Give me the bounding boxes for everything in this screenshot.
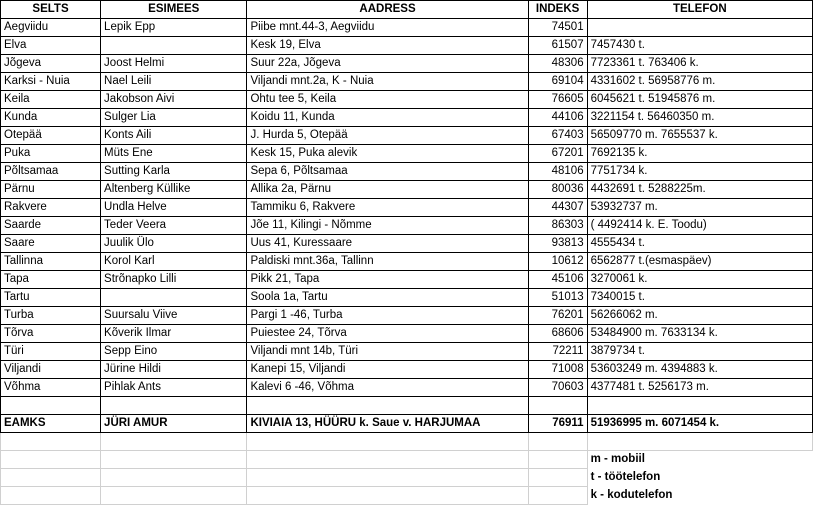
cell-telefon[interactable] <box>587 19 812 37</box>
cell-indeks[interactable]: 45106 <box>528 271 587 289</box>
legend-row <box>1 451 813 469</box>
header-aadress[interactable]: AADRESS <box>247 1 528 19</box>
table-row <box>1 235 813 253</box>
cell-indeks[interactable]: 48106 <box>528 163 587 181</box>
cell-aadress[interactable]: Piibe mnt.44-3, Aegviidu <box>247 19 528 37</box>
cell-telefon[interactable]: 53603249 m. 4394883 k. <box>587 361 812 379</box>
cell-esimees[interactable]: Suursalu Viive <box>101 307 247 325</box>
cell[interactable] <box>101 397 247 415</box>
cell-selts[interactable]: Türi <box>1 343 101 361</box>
cell-aadress[interactable]: Puiestee 24, Tõrva <box>247 325 528 343</box>
header-indeks[interactable]: INDEKS <box>528 1 587 19</box>
table-row <box>1 325 813 343</box>
cell-esimees[interactable]: Juulik Ülo <box>101 235 247 253</box>
cell-aadress[interactable]: Pikk 21, Tapa <box>247 271 528 289</box>
cell-indeks[interactable]: 10612 <box>528 253 587 271</box>
cell[interactable] <box>247 433 528 451</box>
cell-aadress[interactable]: Pargi 1 -46, Turba <box>247 307 528 325</box>
cell-selts[interactable]: Aegviidu <box>1 19 101 37</box>
cell-esimees[interactable]: Jürine Hildi <box>101 361 247 379</box>
cell-telefon[interactable]: 4377481 t. 5256173 m. <box>587 379 812 397</box>
legend-home: k - kodutelefon <box>590 489 673 501</box>
cell-selts[interactable]: Rakvere <box>1 199 101 217</box>
cell-selts[interactable]: EAMKS <box>1 415 101 433</box>
cell[interactable] <box>101 487 247 505</box>
cell-aadress[interactable]: Paldiski mnt.36a, Tallinn <box>247 253 528 271</box>
cell-telefon[interactable]: 56266062 m. <box>587 307 812 325</box>
cell-esimees[interactable]: Teder Veera <box>101 217 247 235</box>
cell-esimees[interactable]: Sulger Lia <box>101 109 247 127</box>
cell-indeks[interactable]: 68606 <box>528 325 587 343</box>
cell-telefon[interactable]: 6562877 t.(esmaspäev) <box>587 253 812 271</box>
table-row <box>1 73 813 91</box>
cell-indeks[interactable]: 48306 <box>528 55 587 73</box>
cell-telefon[interactable]: 53484900 m. 7633134 k. <box>587 325 812 343</box>
cell-indeks[interactable]: 44106 <box>528 109 587 127</box>
cell-telefon[interactable]: 3221154 t. 56460350 m. <box>587 109 812 127</box>
cell-aadress[interactable]: Tammiku 6, Rakvere <box>247 199 528 217</box>
eamks-row <box>1 415 813 433</box>
table-row <box>1 199 813 217</box>
table-row <box>1 109 813 127</box>
cell-telefon[interactable]: 53932737 m. <box>587 199 812 217</box>
cell-aadress[interactable]: Soola 1a, Tartu <box>247 289 528 307</box>
cell-telefon[interactable]: 7751734 k. <box>587 163 812 181</box>
cell-indeks[interactable]: 69104 <box>528 73 587 91</box>
cell-telefon[interactable]: ( 4492414 k. E. Toodu) <box>587 217 812 235</box>
cell[interactable] <box>528 487 587 505</box>
cell[interactable] <box>1 469 101 487</box>
cell-selts[interactable]: Turba <box>1 307 101 325</box>
cell-selts[interactable]: Viljandi <box>1 361 101 379</box>
header-row <box>1 1 813 19</box>
cell-indeks[interactable]: 44307 <box>528 199 587 217</box>
cell-esimees[interactable]: Korol Karl <box>101 253 247 271</box>
cell-indeks[interactable]: 80036 <box>528 181 587 199</box>
cell-aadress[interactable]: Viljandi mnt 14b, Türi <box>247 343 528 361</box>
table-row <box>1 271 813 289</box>
cell-selts[interactable]: Otepää <box>1 127 101 145</box>
cell-indeks[interactable]: 70603 <box>528 379 587 397</box>
cell-esimees[interactable]: Nael Leili <box>101 73 247 91</box>
table-row <box>1 289 813 307</box>
cell-esimees[interactable]: JÜRI AMUR <box>101 415 247 433</box>
table-row <box>1 307 813 325</box>
cell-indeks[interactable]: 76201 <box>528 307 587 325</box>
cell-indeks[interactable]: 72211 <box>528 343 587 361</box>
cell-selts[interactable]: Jõgeva <box>1 55 101 73</box>
table-row <box>1 181 813 199</box>
cell-indeks[interactable]: 61507 <box>528 37 587 55</box>
cell-esimees[interactable] <box>101 37 247 55</box>
cell-esimees[interactable]: Pihlak Ants <box>101 379 247 397</box>
cell-selts[interactable]: Võhma <box>1 379 101 397</box>
cell[interactable] <box>101 451 247 469</box>
cell-indeks[interactable]: 76911 <box>528 415 587 433</box>
cell-telefon[interactable]: 6045621 t. 51945876 m. <box>587 91 812 109</box>
cell-telefon[interactable]: 56509770 m. 7655537 k. <box>587 127 812 145</box>
cell-esimees[interactable] <box>101 289 247 307</box>
cell-telefon[interactable]: 7723361 t. 763406 k. <box>587 55 812 73</box>
table-row <box>1 55 813 73</box>
cell[interactable] <box>528 433 587 451</box>
cell-aadress[interactable]: Koidu 11, Kunda <box>247 109 528 127</box>
cell-esimees[interactable]: Müts Ene <box>101 145 247 163</box>
cell-telefon[interactable]: 4331602 t. 56958776 m. <box>587 73 812 91</box>
legend-row <box>1 469 813 487</box>
cell-selts[interactable]: Karksi - Nuia <box>1 73 101 91</box>
cell[interactable] <box>101 433 247 451</box>
header-selts[interactable]: SELTS <box>1 1 101 19</box>
cell-indeks[interactable]: 86303 <box>528 217 587 235</box>
cell-aadress[interactable]: Kanepi 15, Viljandi <box>247 361 528 379</box>
table-body <box>1 19 813 397</box>
cell[interactable] <box>1 433 101 451</box>
cell-selts[interactable]: Tapa <box>1 271 101 289</box>
cell-telefon[interactable]: 7457430 t. <box>587 37 812 55</box>
cell-selts[interactable]: Pärnu <box>1 181 101 199</box>
cell-telefon[interactable]: 3879734 t. <box>587 343 812 361</box>
empty-row <box>1 433 813 451</box>
cell-esimees[interactable]: Altenberg Küllike <box>101 181 247 199</box>
spacer-row <box>1 397 813 415</box>
cell-esimees[interactable]: Kõverik Ilmar <box>101 325 247 343</box>
cell-aadress[interactable]: Uus 41, Kuressaare <box>247 235 528 253</box>
cell-telefon[interactable]: 7692135 k. <box>587 145 812 163</box>
cell-aadress[interactable]: Kesk 19, Elva <box>247 37 528 55</box>
cell-selts[interactable]: Saarde <box>1 217 101 235</box>
cell-selts[interactable]: Tartu <box>1 289 101 307</box>
table-row <box>1 127 813 145</box>
cell[interactable] <box>528 469 587 487</box>
cell-selts[interactable]: Keila <box>1 91 101 109</box>
table-row <box>1 91 813 109</box>
cell[interactable] <box>1 397 101 415</box>
cell-selts[interactable]: Puka <box>1 145 101 163</box>
cell-telefon[interactable]: 4432691 t. 5288225m. <box>587 181 812 199</box>
cell-esimees[interactable]: Undla Helve <box>101 199 247 217</box>
cell-esimees[interactable]: Sepp Eino <box>101 343 247 361</box>
cell[interactable] <box>528 451 587 469</box>
cell-aadress[interactable]: Suur 22a, Jõgeva <box>247 55 528 73</box>
cell[interactable] <box>1 487 101 505</box>
table-row <box>1 217 813 235</box>
cell-indeks[interactable]: 71008 <box>528 361 587 379</box>
cell-aadress[interactable]: Sepa 6, Põltsamaa <box>247 163 528 181</box>
cell[interactable] <box>247 397 528 415</box>
cell-esimees[interactable]: Jakobson Aivi <box>101 91 247 109</box>
cell-aadress[interactable]: J. Hurda 5, Otepää <box>247 127 528 145</box>
legend-mobile: m - mobiil <box>590 453 645 466</box>
cell-indeks[interactable]: 93813 <box>528 235 587 253</box>
cell-telefon[interactable]: 51936995 m. 6071454 k. <box>587 415 812 433</box>
cell-esimees[interactable]: Joost Helmi <box>101 55 247 73</box>
cell-aadress[interactable]: Kesk 15, Puka alevik <box>247 145 528 163</box>
cell-aadress[interactable]: Viljandi mnt.2a, K - Nuia <box>247 73 528 91</box>
cell-aadress[interactable]: Allika 2a, Pärnu <box>247 181 528 199</box>
table-row <box>1 253 813 271</box>
cell[interactable] <box>101 469 247 487</box>
table-row <box>1 145 813 163</box>
cell-aadress[interactable]: Ohtu tee 5, Keila <box>247 91 528 109</box>
cell-telefon[interactable]: 3270061 k. <box>587 271 812 289</box>
cell-indeks[interactable]: 74501 <box>528 19 587 37</box>
cell-selts[interactable]: Tallinna <box>1 253 101 271</box>
cell-selts[interactable]: Elva <box>1 37 101 55</box>
cell-selts[interactable]: Tõrva <box>1 325 101 343</box>
table-row <box>1 379 813 397</box>
cell-esimees[interactable]: Sutting Karla <box>101 163 247 181</box>
legend-work: t - töötelefon <box>590 471 661 483</box>
cell[interactable] <box>247 487 528 505</box>
cell-indeks[interactable]: 67403 <box>528 127 587 145</box>
cell-aadress[interactable]: Jõe 11, Kilingi - Nõmme <box>247 217 528 235</box>
table-row <box>1 37 813 55</box>
cell[interactable] <box>247 451 528 469</box>
cell-aadress[interactable]: KIVIAIA 13, HÜÜRU k. Saue v. HARJUMAA <box>247 415 528 433</box>
table-row <box>1 19 813 37</box>
header-esimees[interactable]: ESIMEES <box>101 1 247 19</box>
cell-telefon[interactable]: 7340015 t. <box>587 289 812 307</box>
legend-row <box>1 487 813 505</box>
cell-esimees[interactable]: Lepik Epp <box>101 19 247 37</box>
cell-selts[interactable]: Saare <box>1 235 101 253</box>
cell[interactable] <box>1 451 101 469</box>
table-row <box>1 343 813 361</box>
cell[interactable] <box>587 433 812 451</box>
table-row <box>1 361 813 379</box>
cell-indeks[interactable]: 67201 <box>528 145 587 163</box>
cell-aadress[interactable]: Kalevi 6 -46, Võhma <box>247 379 528 397</box>
cell-selts[interactable]: Kunda <box>1 109 101 127</box>
cell-esimees[interactable]: Strõnapko Lilli <box>101 271 247 289</box>
header-telefon[interactable]: TELEFON <box>587 1 812 19</box>
table-row <box>1 163 813 181</box>
cell-indeks[interactable]: 51013 <box>528 289 587 307</box>
cell-selts[interactable]: Põltsamaa <box>1 163 101 181</box>
cell-esimees[interactable]: Konts Aili <box>101 127 247 145</box>
cell-indeks[interactable]: 76605 <box>528 91 587 109</box>
cell[interactable] <box>587 397 812 415</box>
cell[interactable] <box>247 469 528 487</box>
cell[interactable] <box>528 397 587 415</box>
cell-telefon[interactable]: 4555434 t. <box>587 235 812 253</box>
